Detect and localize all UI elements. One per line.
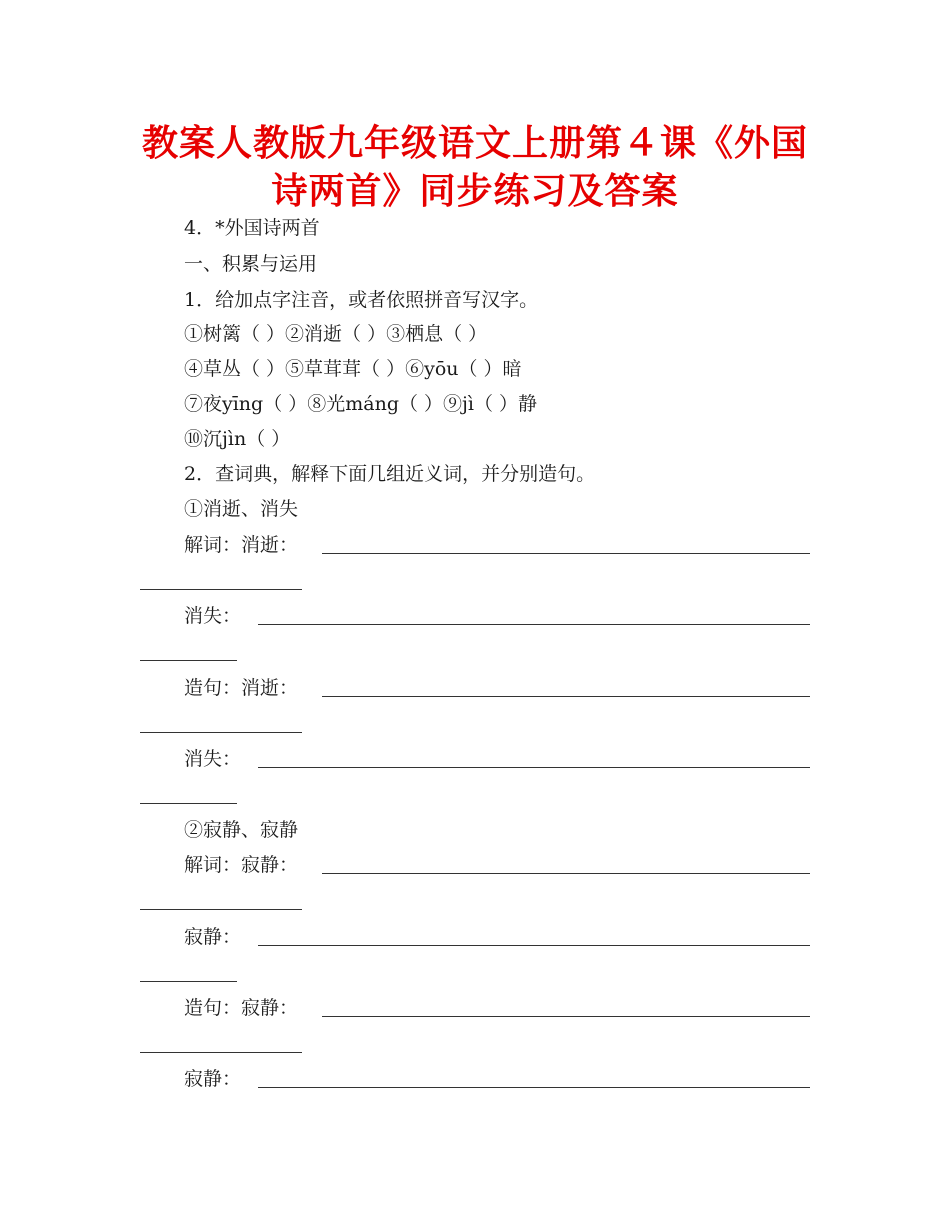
define-label-1a: 解词：消逝： [184,534,299,556]
answer-line-continuation[interactable] [140,732,302,733]
answer-line[interactable] [322,696,810,697]
answer-line[interactable] [322,1016,810,1017]
sentence-label-2a: 造句：寂静： [184,997,299,1019]
answer-line-continuation[interactable] [140,589,302,590]
answer-line-continuation[interactable] [140,660,237,661]
answer-line[interactable] [258,624,810,625]
question-1-items-row-2: ④草丛（ ）⑤草茸茸（ ）⑥yōu（ ）暗 [184,358,522,380]
sentence-label-1b: 消失： [184,748,242,770]
question-1-items-row-1: ①树篱（ ）②消逝（ ）③栖息（ ） [184,323,488,345]
document-title: 教案人教版九年级语文上册第４课《外国诗两首》同步练习及答案 [141,123,808,212]
answer-line-continuation[interactable] [140,909,302,910]
question-1-items-row-3: ⑦夜yīng（ ）⑧光máng（ ）⑨jì（ ）静 [184,393,538,415]
section-heading: 4．*外国诗两首 [184,217,320,239]
sentence-label-2b: 寂静： [184,1068,242,1090]
answer-line-continuation[interactable] [140,803,237,804]
answer-line[interactable] [258,1087,810,1088]
question-1-items-row-4: ⑩沉jìn（ ） [184,428,291,450]
question-2: 2．查词典，解释下面几组近义词，并分别造句。 [184,463,596,485]
define-label-2a: 解词：寂静： [184,854,299,876]
answer-line-continuation[interactable] [140,981,237,982]
sentence-label-1a: 造句：消逝： [184,677,299,699]
subsection-heading: 一、积累与运用 [184,253,318,275]
define-label-2b: 寂静： [184,926,242,948]
question-1: 1．给加点字注音，或者依照拼音写汉字。 [184,289,539,311]
answer-line[interactable] [322,873,810,874]
answer-line[interactable] [258,945,810,946]
word-group-1-heading: ①消逝、消失 [184,498,299,520]
answer-line[interactable] [258,767,810,768]
define-label-1b: 消失： [184,605,242,627]
answer-line[interactable] [322,553,810,554]
answer-line-continuation[interactable] [140,1052,302,1053]
word-group-2-heading: ②寂静、寂静 [184,819,299,841]
